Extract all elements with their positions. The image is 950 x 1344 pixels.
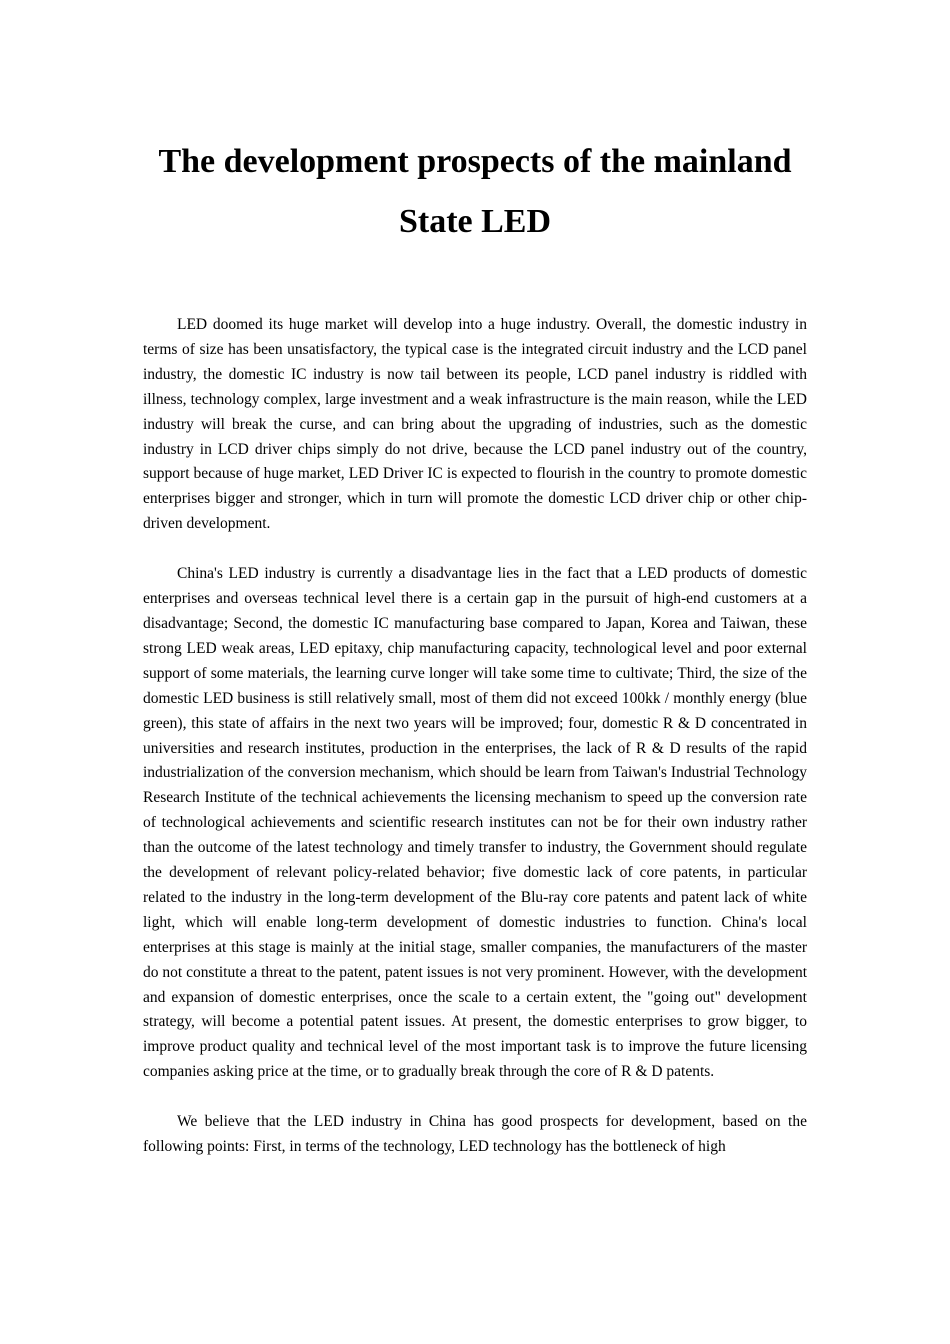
paragraph-market-overview: LED doomed its huge market will develop into a huge industry. Overall, the domestic industry in terms of size has been unsatisfactory, the typical case is the integrated circuit industry and the LCD panel industry, the domestic IC industry is now tail between its people, LCD panel industry is riddled with illness, technology complex, large investment and a weak infrastructure is the main reason, while the LED industry will break the curse, and can bring about the upgrading of industries, such as the domestic industry in LCD driver chips simply do not drive, because the LCD panel industry out of the country, support because of huge market, LED Driver IC is expected to flourish in the country to promote domestic enterprises bigger and stronger, which in turn will promote the domestic LCD driver chip or other chip-driven development. <box>143 316 807 533</box>
document-title: The development prospects of the mainland State LED <box>158 143 792 240</box>
paragraph-industry-disadvantages: China's LED industry is currently a disadvantage lies in the fact that a LED products of domestic enterprises and overseas technical level there is a certain gap in the pursuit of high-end customers at a disadvantage; Second, the domestic IC manufacturing base compared to Japan, Korea and Taiwan, these strong LED weak areas, LED epitaxy, chip manufacturing capacity, technological level and poor external support of some materials, the learning curve longer will take some time to cultivate; Third, the size of the domestic LED business is still relatively small, most of them did not exceed 100kk / monthly energy (blue green), this state of affairs in the next two years will be improved; four, domestic R & D concentrated in universities and research institutes, production in the enterprises, the lack of R & D results of the rapid industrialization of the conversion mechanism, which should be learn from Taiwan's Industrial Technology Research Institute of the technical achievements the licensing mechanism to speed up the conversion rate of technological achievements and scientific research institutes can not be for their own industry rather than the outcome of the latest technology and timely transfer to industry, the Government should regulate the development of relevant policy-related behavior; five domestic lack of core patents, in particular related to the industry in the long-term development of the Blu-ray core patents and patent lack of white light, which will enable long-term development of domestic industries to function. China's local enterprises at this stage is mainly at the initial stage, smaller companies, the manufacturers of the master do not constitute a threat to the patent, patent issues is not very prominent. However, with the development and expansion of domestic enterprises, once the scale to a certain extent, the "going out" development strategy, will become a potential patent issues. At present, the domestic enterprises to grow bigger, to improve product quality and technical level of the most important task is to improve the future licensing companies asking price at the time, or to gradually break through the core of R & D patents. <box>143 565 807 1081</box>
paragraph-development-prospects: We believe that the LED industry in China has good prospects for development, based on the following points: First, in terms of the technology, LED technology has the bottleneck of high <box>143 1113 807 1156</box>
document-body <box>143 313 807 1185</box>
